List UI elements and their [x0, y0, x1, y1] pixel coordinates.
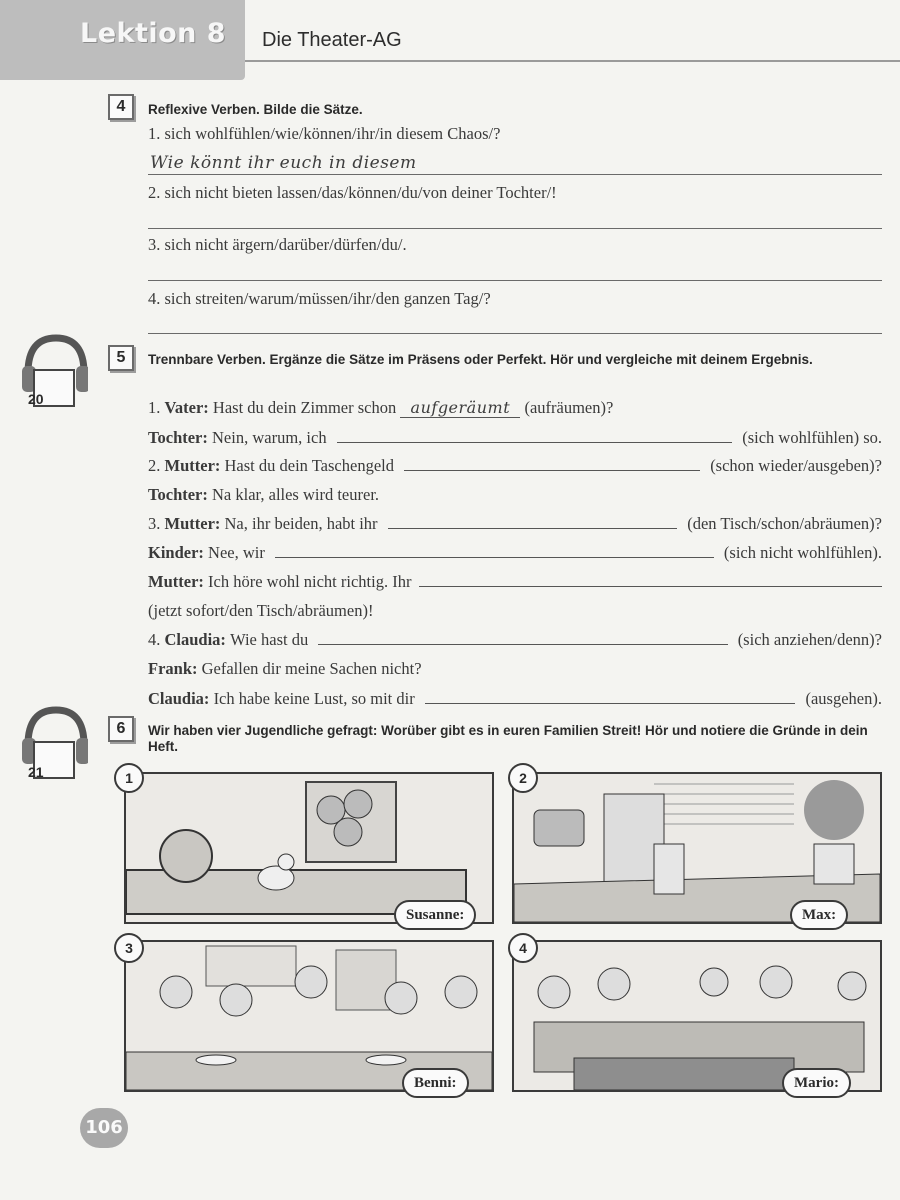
ex4-prompt-4: 4. sich streiten/warum/müssen/ihr/den ganzen Tag/?	[148, 289, 491, 308]
exercise-6-instruction: Wir haben vier Jugendliche gefragt: Worüber gibt es in euren Familien Streit! Hör und notiere die Gründe in dein Heft.	[148, 723, 868, 754]
ex5-line-2: Tochter: Nein, warum, ich (sich wohlfühlen) so.	[148, 428, 882, 447]
ex5-line-10: Frank: Gefallen dir meine Sachen nicht?	[148, 659, 422, 678]
picture-number-4: 4	[508, 933, 538, 963]
picture-number-2: 2	[508, 763, 538, 793]
ex5-blank-7[interactable]	[419, 572, 882, 587]
picture-label-max: Max:	[790, 900, 848, 930]
ex5-line-11: Claudia: Ich habe keine Lust, so mit dir (ausgehen).	[148, 689, 882, 708]
ex5-line-8: (jetzt sofort/den Tisch/abräumen)!	[148, 601, 374, 620]
picture-number-1: 1	[114, 763, 144, 793]
ex5-blank-3[interactable]	[404, 456, 700, 471]
ex5-line-7: Mutter: Ich höre wohl nicht richtig. Ihr	[148, 572, 882, 592]
ex4-answer-line-2[interactable]	[148, 228, 882, 229]
ex5-line-9: 4. Claudia: Wie hast du (sich anziehen/denn)?	[148, 630, 882, 649]
ex4-answer-line-4[interactable]	[148, 333, 882, 334]
lesson-subtitle: Die Theater-AG	[262, 29, 402, 51]
ex5-blank-5[interactable]	[388, 514, 678, 529]
ex5-blank-6[interactable]	[275, 543, 714, 558]
audio-track-21: 21	[28, 764, 44, 780]
page-number: 106	[80, 1108, 128, 1148]
ex4-answer-line-3[interactable]	[148, 280, 882, 281]
picture-label-susanne: Susanne:	[394, 900, 476, 930]
ex4-prompt-3: 3. sich nicht ärgern/darüber/dürfen/du/.	[148, 235, 407, 254]
picture-number-3: 3	[114, 933, 144, 963]
picture-label-mario: Mario:	[782, 1068, 851, 1098]
exercise-4-instruction: Reflexive Verben. Bilde die Sätze.	[148, 102, 363, 117]
ex5-blank-2[interactable]	[337, 428, 733, 443]
ex5-line-3: 2. Mutter: Hast du dein Taschengeld (schon wieder/ausgeben)?	[148, 456, 882, 475]
exercise-number-5: 5	[108, 345, 134, 371]
ex5-blank-11[interactable]	[425, 689, 796, 704]
ex4-prompt-2: 2. sich nicht bieten lassen/das/können/du/von deiner Tochter/!	[148, 183, 557, 202]
ex4-answer-1: Wie könnt ihr euch in diesem	[150, 153, 417, 173]
audio-track-20: 20	[28, 391, 44, 407]
ex5-line-4: Tochter: Na klar, alles wird teurer.	[148, 485, 380, 504]
ex4-answer-line-1[interactable]	[148, 174, 882, 175]
exercise-5-instruction: Trennbare Verben. Ergänze die Sätze im Präsens oder Perfekt. Hör und vergleiche mit deinem Ergebnis.	[148, 352, 813, 367]
header-rule	[245, 60, 900, 62]
exercise-number-6: 6	[108, 716, 134, 742]
exercise-number-4: 4	[108, 94, 134, 120]
ex4-prompt-1: 1. sich wohlfühlen/wie/können/ihr/in diesem Chaos/?	[148, 124, 501, 143]
ex5-blank-9[interactable]	[318, 630, 727, 645]
ex5-line-5: 3. Mutter: Na, ihr beiden, habt ihr (den Tisch/schon/abräumen)?	[148, 514, 882, 533]
lesson-title: Lektion 8	[80, 18, 227, 49]
picture-label-benni: Benni:	[402, 1068, 469, 1098]
ex5-line-6: Kinder: Nee, wir (sich nicht wohlfühlen).	[148, 543, 882, 562]
ex5-blank-1[interactable]: aufgeräumt	[400, 398, 520, 418]
ex5-line-1: 1. Vater: Hast du dein Zimmer schon aufgeräumt (aufräumen)?	[148, 398, 614, 417]
